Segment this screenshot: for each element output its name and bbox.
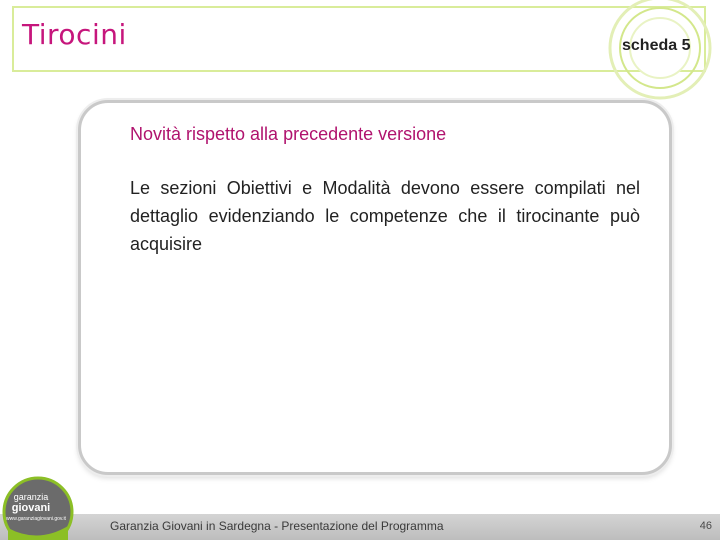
footer-text: Garanzia Giovani in Sardegna - Presentazione del Programma	[110, 519, 444, 533]
card-heading: Novità rispetto alla precedente versione	[130, 124, 447, 144]
decorative-rings	[0, 0, 720, 110]
logo-line2: giovani	[11, 502, 51, 514]
page-number: 46	[699, 520, 712, 532]
card-body-text: Le sezioni Obiettivi e Modalità devono essere compilati nel dettaglio evidenziando le competenze che il tirocinante può acquisire	[130, 178, 640, 254]
content-card	[78, 100, 672, 475]
page-title: Tirocini	[22, 18, 127, 51]
logo-line3: www.garanziagiovani.gov.it	[6, 516, 66, 522]
logo-line1: garanzia	[13, 492, 49, 502]
scheda-label: scheda 5	[622, 37, 691, 54]
